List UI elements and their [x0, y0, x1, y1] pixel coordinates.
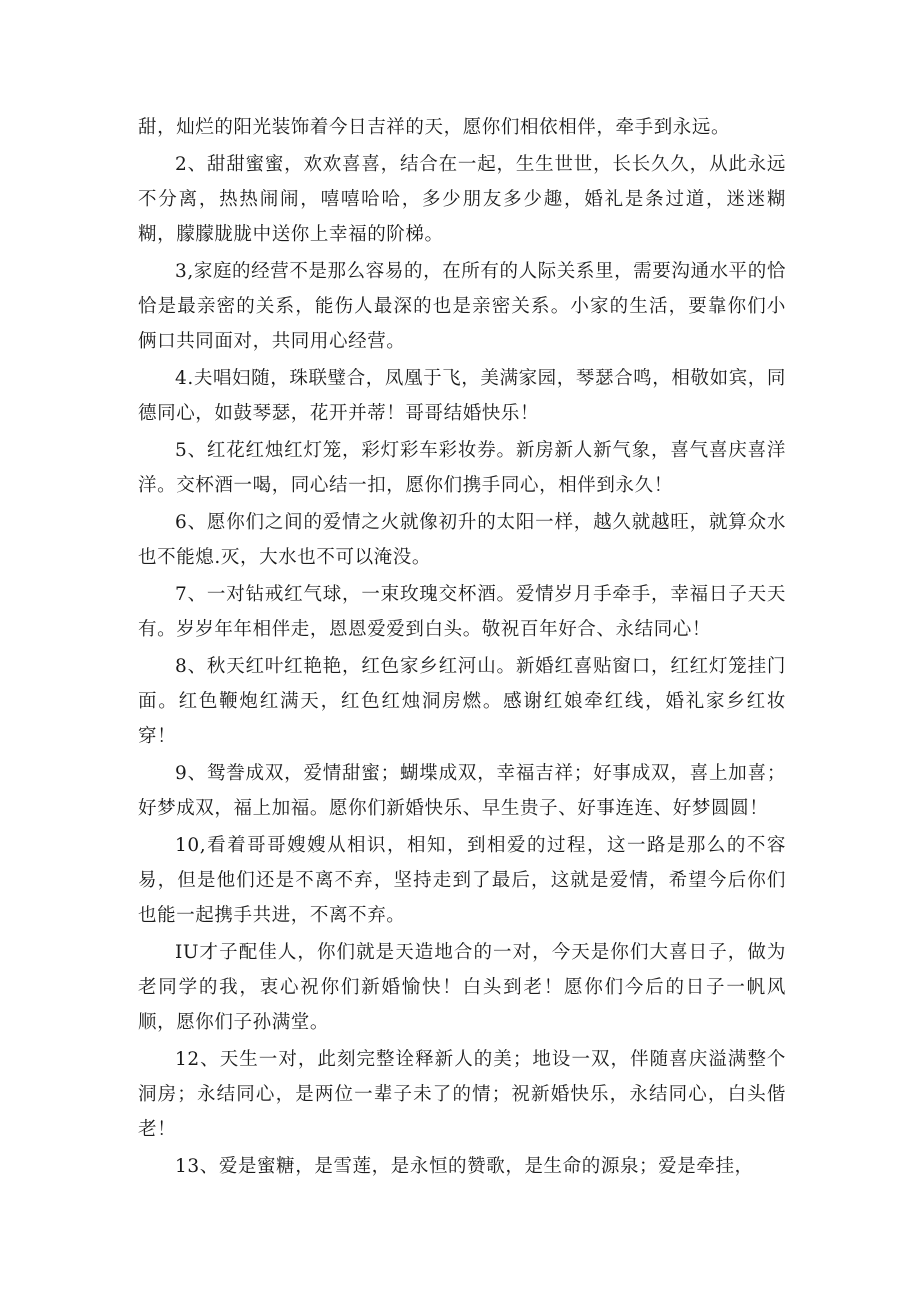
paragraph-11: IU才子配佳人，你们就是天造地合的一对，今天是你们大喜日子，做为老同学的我，衷心祝你们新婚愉快！白头到老！愿你们今后的日子一帆风顺，愿你们子孙满堂。 [138, 942, 786, 1033]
paragraph-6: 6、愿你们之间的爱情之火就像初升的太阳一样，越久就越旺，就算众水也不能熄.灭，大水也不可以淹没。 [138, 512, 786, 568]
paragraph-13: 13、爱是蜜糖，是雪莲，是永恒的赞歌，是生命的源泉；爱是牵挂， [175, 1156, 754, 1177]
paragraph-9: 9、鸳誊成双，爱情甜蜜；蝴堞成双，幸福吉祥；好事成双，喜上加喜；好梦成双，福上加福。愿你们新婚快乐、早生贵子、好事连连、好梦圆圆！ [138, 763, 786, 819]
paragraph-7: 7、一对钻戒红气球，一束玫瑰交杯酒。爱情岁月手牵手，幸福日子天天有。岁岁年年相伴走，恩恩爱爱到白头。敬祝百年好合、永结同心！ [138, 584, 786, 640]
document-body [138, 110, 786, 1186]
paragraph-3: 3,家庭的经营不是那么容易的，在所有的人际关系里，需要沟通水平的恰恰是最亲密的关系，能伤人最深的也是亲密关系。小家的生活，要靠你们小俩口共同面对，共同用心经营。 [138, 261, 786, 352]
paragraph-10: 10,看着哥哥嫂嫂从相识，相知，到相爱的过程，这一路是那么的不容易，但是他们还是不离不弃，坚持走到了最后，这就是爱情，希望今后你们也能一起携手共进，不离不弃。 [138, 835, 786, 926]
paragraph-2: 2、甜甜蜜蜜，欢欢喜喜，结合在一起，生生世世，长长久久，从此永远不分离，热热闹闹，嘻嘻哈哈，多少朋友多少趣，婚礼是条过道，迷迷糊糊，朦朦胧胧中送你上幸福的阶梯。 [138, 154, 786, 245]
paragraph-1: 甜，灿烂的阳光装饰着今日吉祥的天，愿你们相依相伴，牵手到永远。 [138, 117, 731, 138]
paragraph-4: 4.夫唱妇随，珠联璧合，凤凰于飞，美满家园，琴瑟合鸣，相敬如宾，同德同心，如鼓琴瑟，花开并蒂！哥哥结婚快乐！ [138, 368, 786, 424]
paragraph-8: 8、秋天红叶红艳艳，红色家乡红河山。新婚红喜贴窗口，红红灯笼挂门面。红色鞭炮红满天，红色红烛洞房燃。感谢红娘牵红线，婚礼家乡红妆穿！ [138, 656, 786, 747]
paragraph-12: 12、天生一对，此刻完整诠释新人的美；地设一双，伴随喜庆溢满整个洞房；永结同心，是两位一辈子未了的情；祝新婚快乐，永结同心，白头偕老！ [138, 1049, 786, 1140]
paragraph-5: 5、红花红烛红灯笼，彩灯彩车彩妆券。新房新人新气象，喜气喜庆喜洋洋。交杯酒一喝，同心结一扣，愿你们携手同心，相伴到永久！ [138, 440, 786, 496]
